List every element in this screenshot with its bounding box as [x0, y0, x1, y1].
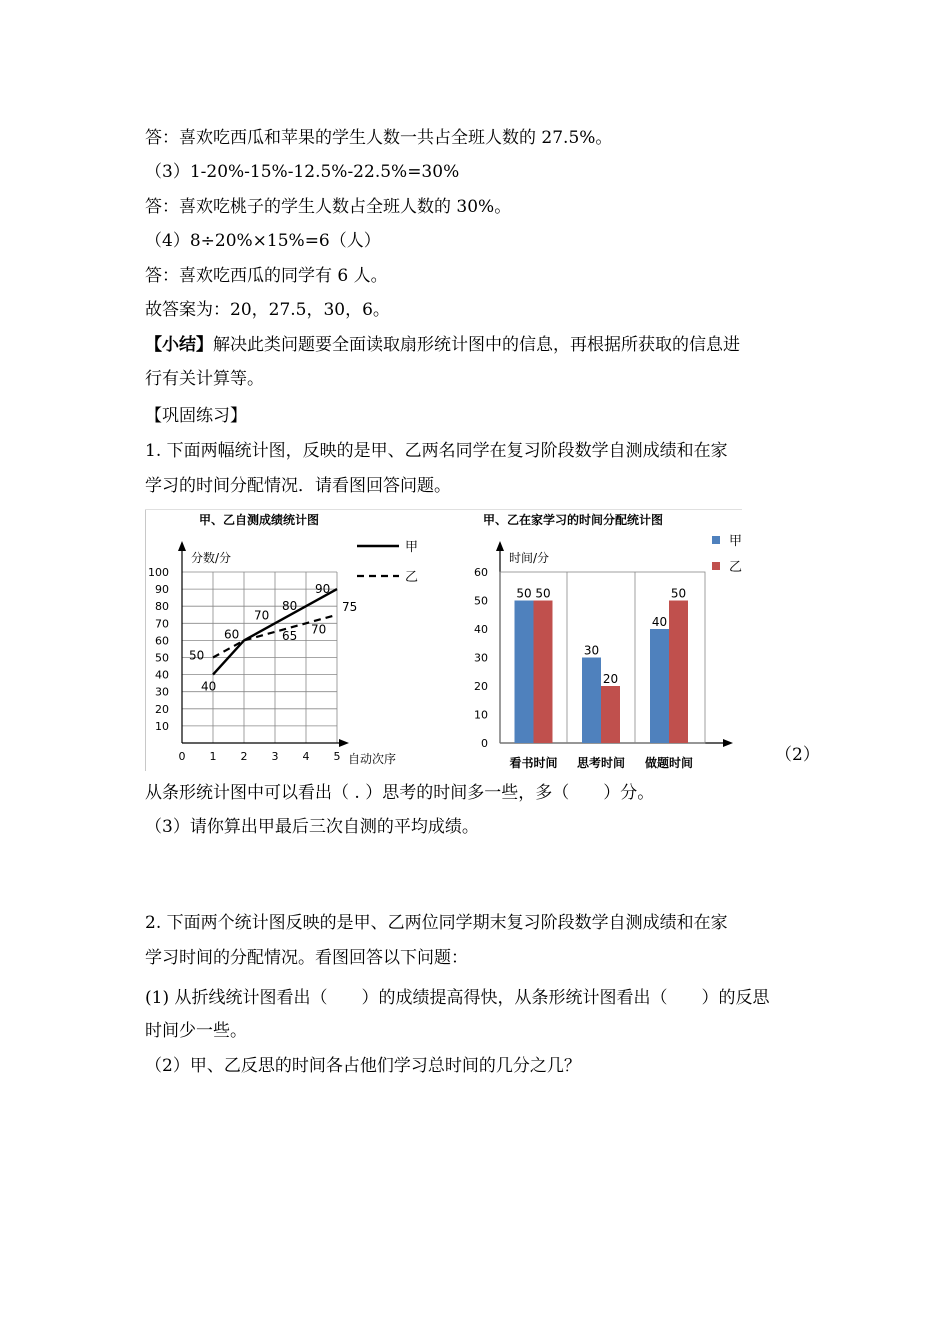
- bar-jia: [582, 658, 601, 744]
- line-chart-x-tick: 3: [271, 750, 279, 763]
- summary-line-2: 行有关计算等。: [145, 369, 264, 389]
- charts-svg: [145, 509, 765, 771]
- line-legend-yi-label: 乙: [405, 570, 419, 585]
- line-chart-x-tick: 4: [302, 750, 310, 763]
- line-label-yi: 75: [342, 599, 358, 614]
- line-chart-x-tick: 5: [333, 750, 341, 763]
- line-chart-ylabel: 分数/分: [191, 551, 232, 565]
- line-chart-y-tick: 10: [155, 719, 169, 733]
- line-label-jia: 60: [224, 627, 240, 642]
- practice-heading: 【巩固练习】: [145, 406, 247, 426]
- question-1-line-2: 学习的时间分配情况．请看图回答问题。: [145, 476, 451, 496]
- question-1-3-text: （3）请你算出甲最后三次自测的平均成绩。: [145, 817, 479, 837]
- answer-line-1: 答：喜欢吃西瓜和苹果的学生人数一共占全班人数的 27.5%。: [145, 128, 613, 148]
- bar-chart-title: 甲、乙在家学习的时间分配统计图: [483, 513, 664, 527]
- bar-chart-y-tick: 30: [474, 651, 488, 665]
- bar-legend-jia-label: 甲: [729, 534, 743, 549]
- line-label-jia: 90: [315, 582, 331, 597]
- answer-line-3: 答：喜欢吃桃子的学生人数占全班人数的 30%。: [145, 197, 512, 217]
- figure-charts: [145, 509, 765, 771]
- question-2-line-2: 学习时间的分配情况。看图回答以下问题：: [145, 948, 468, 968]
- line-label-yi: 50: [189, 648, 205, 663]
- answer-line-4: 答：喜欢吃西瓜的同学有 6 人。: [145, 266, 388, 286]
- bar-yi: [669, 601, 688, 744]
- summary-tag: 【小结】: [145, 335, 213, 355]
- line-chart-y-tick: 60: [155, 634, 169, 648]
- line-chart-x-arrow: [339, 739, 349, 747]
- bar-value-label: 20: [602, 672, 619, 686]
- line-chart-y-tick: 80: [155, 600, 169, 614]
- bar-chart-y-tick: 20: [474, 680, 488, 693]
- question-1-2-label: （2）: [775, 745, 820, 765]
- bar-yi: [534, 601, 553, 744]
- line-chart-y-tick: 70: [155, 617, 169, 631]
- line-chart-y-tick: 90: [155, 583, 169, 597]
- bar-legend-yi-label: 乙: [729, 560, 743, 575]
- summary-text: 解决此类问题要全面读取扇形统计图中的信息，再根据所获取的信息进: [213, 335, 740, 355]
- question-2-1-line-2: 时间少一些。: [145, 1021, 247, 1041]
- line-label-jia: 80: [282, 599, 298, 614]
- calc-line-3: （3）1-20%-15%-12.5%-22.5%=30%: [145, 162, 460, 182]
- bar-chart-y-tick: 60: [474, 566, 488, 579]
- line-label-yi: 70: [311, 622, 327, 637]
- line-chart-y-arrow: [178, 541, 186, 551]
- question-2-1-line-1: (1) 从折线统计图看出（ ）的成绩提高得快，从条形统计图看出（ ）的反思: [145, 988, 770, 1008]
- summary-line-1: [145, 334, 740, 356]
- bar-chart-y-tick: 40: [474, 623, 488, 636]
- line-chart-x-tick: 0: [178, 750, 186, 763]
- line-legend-jia-label: 甲: [405, 540, 419, 555]
- bar-value-label: 50: [535, 586, 551, 601]
- bar-value-label: 30: [583, 643, 600, 658]
- bar-chart-y-arrow: [496, 541, 504, 551]
- line-chart-title: 甲、乙自测成绩统计图: [199, 513, 320, 527]
- line-chart-y-tick: 30: [155, 685, 169, 699]
- final-answer-line: 故答案为：20，27.5，30，6。: [145, 300, 390, 320]
- line-label-yi: 70: [254, 608, 270, 623]
- line-label-jia: 40: [201, 679, 217, 694]
- bar-chart-y-tick: 0: [481, 737, 488, 750]
- bar-category-label: 看书时间: [509, 756, 558, 770]
- question-2-line-1: 2. 下面两个统计图反映的是甲、乙两位同学期末复习阶段数学自测成绩和在家: [145, 913, 728, 933]
- line-chart-x-tick: 2: [240, 750, 248, 763]
- bar-value-label: 50: [516, 586, 532, 601]
- bar-chart-y-tick: 50: [474, 594, 488, 608]
- bar-legend-jia-swatch: [712, 536, 720, 544]
- question-2-2-line: （2）甲、乙反思的时间各占他们学习总时间的几分之几？: [145, 1056, 581, 1076]
- question-1-2-text: 从条形统计图中可以看出（ . ）思考的时间多一些，多（ ）分。: [145, 783, 655, 803]
- bar-chart-ylabel: 时间/分: [509, 551, 550, 565]
- bar-yi: [601, 686, 620, 743]
- bar-chart-y-tick: 10: [474, 708, 488, 722]
- line-chart-x-tick: 1: [209, 750, 217, 763]
- bar-jia: [515, 601, 534, 744]
- bar-category-label: 做题时间: [644, 756, 694, 770]
- line-chart-xlabel: 自动次序: [348, 752, 397, 766]
- question-1-line-1: 1. 下面两幅统计图，反映的是甲、乙两名同学在复习阶段数学自测成绩和在家: [145, 441, 728, 461]
- line-chart-y-tick: 20: [155, 702, 169, 716]
- bar-legend-yi-swatch: [712, 562, 720, 570]
- bar-value-label: 40: [651, 615, 668, 629]
- line-chart-y-tick: 40: [155, 668, 169, 682]
- line-chart-y-tick: 50: [155, 651, 169, 665]
- bar-chart-x-arrow: [723, 739, 733, 747]
- bar-category-label: 思考时间: [576, 756, 626, 770]
- bar-value-label: 50: [670, 586, 687, 601]
- line-label-yi: 65: [282, 628, 298, 643]
- line-chart-y-tick: 100: [148, 566, 169, 579]
- bar-jia: [650, 629, 669, 743]
- calc-line-4: （4）8÷20%×15%=6（人）: [145, 231, 381, 251]
